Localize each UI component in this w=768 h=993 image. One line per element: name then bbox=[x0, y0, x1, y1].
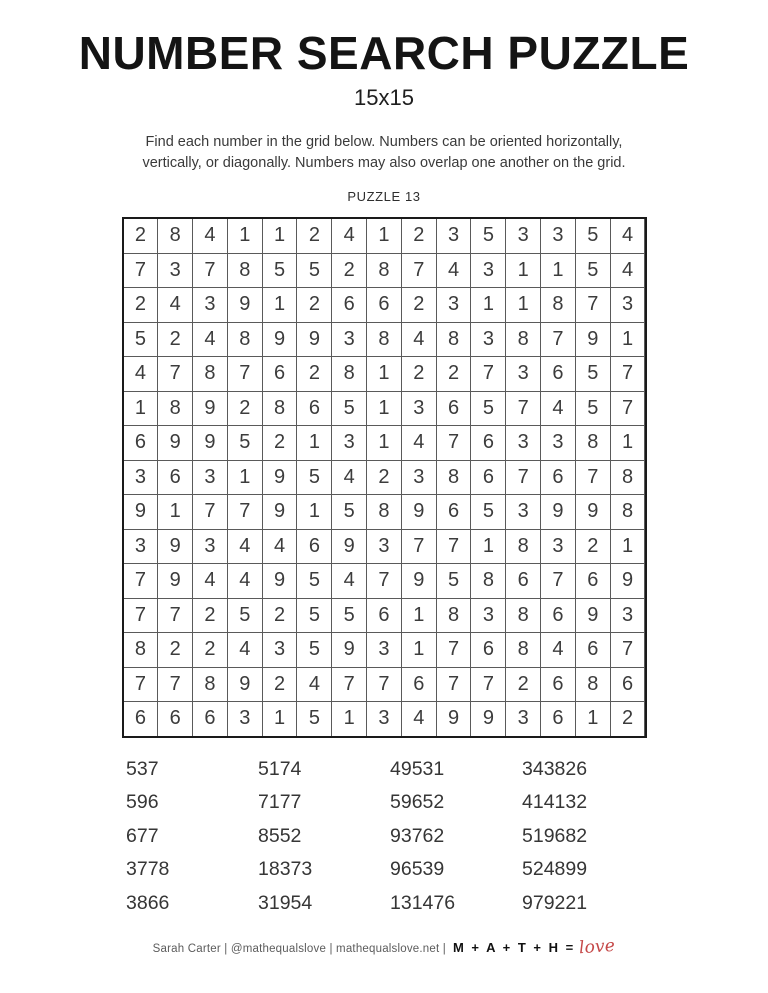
grid-cell: 5 bbox=[297, 599, 331, 633]
instructions bbox=[84, 132, 684, 174]
grid-cell: 6 bbox=[541, 357, 575, 391]
grid-cell: 6 bbox=[471, 461, 505, 495]
grid-cell: 3 bbox=[402, 392, 436, 426]
grid-cell: 1 bbox=[332, 702, 366, 736]
grid-cell: 6 bbox=[402, 668, 436, 702]
grid-cell: 9 bbox=[402, 564, 436, 598]
grid-cell: 9 bbox=[228, 668, 262, 702]
number-list-item: 979221 bbox=[522, 891, 588, 914]
grid-cell: 7 bbox=[611, 392, 645, 426]
grid-cell: 2 bbox=[124, 288, 158, 322]
grid-cell: 6 bbox=[193, 702, 227, 736]
grid-cell: 2 bbox=[158, 323, 192, 357]
grid-cell: 2 bbox=[506, 668, 540, 702]
grid-cell: 2 bbox=[193, 633, 227, 667]
grid-cell: 5 bbox=[297, 461, 331, 495]
grid-cell: 7 bbox=[437, 633, 471, 667]
grid-cell: 3 bbox=[367, 633, 401, 667]
grid-cell: 6 bbox=[541, 668, 575, 702]
grid-cell: 5 bbox=[576, 219, 610, 253]
grid-cell: 8 bbox=[506, 599, 540, 633]
grid-cell: 7 bbox=[506, 461, 540, 495]
grid-cell: 7 bbox=[193, 495, 227, 529]
grid-cell: 5 bbox=[297, 254, 331, 288]
grid-cell: 6 bbox=[158, 461, 192, 495]
grid-cell: 8 bbox=[611, 461, 645, 495]
grid-cell: 8 bbox=[193, 357, 227, 391]
grid-cell: 7 bbox=[124, 254, 158, 288]
grid-cell: 3 bbox=[506, 357, 540, 391]
grid-cell: 2 bbox=[297, 357, 331, 391]
number-list-item: 8552 bbox=[258, 824, 302, 847]
grid-cell: 1 bbox=[611, 323, 645, 357]
grid-cell: 5 bbox=[297, 564, 331, 598]
grid-cell: 8 bbox=[541, 288, 575, 322]
instructions-line1: Find each number in the grid below. Numbers can be oriented horizontally, bbox=[145, 134, 623, 150]
number-list-item: 96539 bbox=[390, 858, 445, 881]
grid-cell: 1 bbox=[471, 530, 505, 564]
grid-cell: 1 bbox=[506, 254, 540, 288]
grid-cell: 5 bbox=[471, 219, 505, 253]
grid-cell: 3 bbox=[367, 530, 401, 564]
grid-cell: 1 bbox=[506, 288, 540, 322]
grid-cell: 4 bbox=[193, 323, 227, 357]
grid-cell: 3 bbox=[437, 219, 471, 253]
grid-cell: 1 bbox=[367, 426, 401, 460]
grid-cell: 8 bbox=[332, 357, 366, 391]
grid-cell: 5 bbox=[297, 702, 331, 736]
number-list-item: 131476 bbox=[390, 891, 456, 914]
grid-cell: 1 bbox=[367, 392, 401, 426]
grid-cell: 9 bbox=[471, 702, 505, 736]
grid-cell: 3 bbox=[263, 633, 297, 667]
grid-cell: 2 bbox=[297, 288, 331, 322]
grid-cell: 3 bbox=[506, 702, 540, 736]
grid-cell: 1 bbox=[541, 254, 575, 288]
grid-cell: 6 bbox=[124, 702, 158, 736]
grid-cell: 7 bbox=[576, 461, 610, 495]
grid-cell: 2 bbox=[367, 461, 401, 495]
grid-cell: 8 bbox=[437, 323, 471, 357]
grid-cell: 2 bbox=[402, 288, 436, 322]
grid-cell: 3 bbox=[611, 288, 645, 322]
grid-cell: 9 bbox=[576, 495, 610, 529]
grid-cell: 1 bbox=[471, 288, 505, 322]
footer bbox=[0, 935, 768, 959]
grid-cell: 4 bbox=[297, 668, 331, 702]
grid-cell: 6 bbox=[541, 599, 575, 633]
number-list-item: 519682 bbox=[522, 824, 588, 847]
grid-cell: 4 bbox=[437, 254, 471, 288]
grid-cell: 5 bbox=[471, 495, 505, 529]
grid-cell: 6 bbox=[576, 564, 610, 598]
grid-cell: 8 bbox=[576, 426, 610, 460]
grid-cell: 9 bbox=[263, 323, 297, 357]
number-list-item: 343826 bbox=[522, 757, 588, 780]
page-title: NUMBER SEARCH PUZZLE bbox=[78, 27, 690, 79]
grid-cell: 7 bbox=[437, 530, 471, 564]
grid-cell: 6 bbox=[541, 702, 575, 736]
grid-cell: 9 bbox=[263, 461, 297, 495]
grid-cell: 9 bbox=[158, 426, 192, 460]
grid-cell: 3 bbox=[541, 426, 575, 460]
grid-cell: 7 bbox=[158, 599, 192, 633]
mathequalslove-logo bbox=[452, 935, 616, 959]
grid-cell: 4 bbox=[332, 219, 366, 253]
grid-cell: 7 bbox=[332, 668, 366, 702]
grid-cell: 9 bbox=[193, 392, 227, 426]
grid-cell: 7 bbox=[576, 288, 610, 322]
number-list-item: 49531 bbox=[390, 757, 445, 780]
number-list bbox=[120, 753, 648, 921]
grid-cell: 3 bbox=[332, 426, 366, 460]
grid-cell: 1 bbox=[367, 357, 401, 391]
grid-cell: 4 bbox=[228, 633, 262, 667]
grid-cell: 6 bbox=[367, 288, 401, 322]
grid-cell: 9 bbox=[576, 599, 610, 633]
grid-cell: 9 bbox=[193, 426, 227, 460]
grid-cell: 3 bbox=[506, 426, 540, 460]
grid-cell: 7 bbox=[402, 530, 436, 564]
grid-cell: 4 bbox=[332, 461, 366, 495]
grid-cell: 6 bbox=[263, 357, 297, 391]
grid-cell: 6 bbox=[297, 530, 331, 564]
grid-cell: 2 bbox=[332, 254, 366, 288]
grid-cell: 9 bbox=[263, 564, 297, 598]
grid-cell: 7 bbox=[158, 357, 192, 391]
instructions-line2: vertically, or diagonally. Numbers may also overlap one another on the grid. bbox=[142, 155, 626, 172]
grid-cell: 4 bbox=[193, 564, 227, 598]
grid-cell: 3 bbox=[402, 461, 436, 495]
grid-cell: 7 bbox=[402, 254, 436, 288]
grid-cell: 4 bbox=[541, 392, 575, 426]
grid-cell: 4 bbox=[611, 219, 645, 253]
grid-cell: 2 bbox=[402, 357, 436, 391]
number-list-item: 596 bbox=[126, 791, 159, 814]
grid-cell: 2 bbox=[124, 219, 158, 253]
grid-cell: 1 bbox=[228, 219, 262, 253]
grid-cell: 8 bbox=[263, 392, 297, 426]
grid-cell: 5 bbox=[228, 426, 262, 460]
grid-cell: 9 bbox=[541, 495, 575, 529]
grid-size-subtitle: 15x15 bbox=[354, 85, 414, 110]
grid-cell: 8 bbox=[471, 564, 505, 598]
grid-cell: 3 bbox=[193, 288, 227, 322]
grid-cell: 4 bbox=[402, 702, 436, 736]
grid-cell: 1 bbox=[402, 599, 436, 633]
grid-cell: 3 bbox=[611, 599, 645, 633]
grid-cell: 6 bbox=[437, 495, 471, 529]
number-list-item: 3866 bbox=[126, 891, 170, 914]
grid-cell: 6 bbox=[541, 461, 575, 495]
grid-cell: 3 bbox=[367, 702, 401, 736]
grid-cell: 7 bbox=[471, 357, 505, 391]
grid-cell: 9 bbox=[124, 495, 158, 529]
grid-cell: 7 bbox=[124, 564, 158, 598]
grid-cell: 6 bbox=[124, 426, 158, 460]
grid-cell: 6 bbox=[158, 702, 192, 736]
grid-cell: 4 bbox=[402, 323, 436, 357]
grid-cell: 1 bbox=[263, 288, 297, 322]
grid-cell: 7 bbox=[367, 668, 401, 702]
grid-cell: 2 bbox=[263, 599, 297, 633]
grid-cell: 7 bbox=[611, 357, 645, 391]
grid-cell: 1 bbox=[297, 495, 331, 529]
grid-cell: 5 bbox=[332, 392, 366, 426]
number-list-item: 93762 bbox=[390, 824, 445, 847]
grid-cell: 3 bbox=[193, 530, 227, 564]
grid-cell: 9 bbox=[402, 495, 436, 529]
number-list-column bbox=[120, 753, 252, 921]
grid-cell: 8 bbox=[367, 495, 401, 529]
grid-cell: 8 bbox=[158, 392, 192, 426]
grid-cell: 4 bbox=[402, 426, 436, 460]
grid-cell: 1 bbox=[263, 702, 297, 736]
grid-cell: 4 bbox=[228, 564, 262, 598]
grid-cell: 1 bbox=[124, 392, 158, 426]
grid-cell: 3 bbox=[193, 461, 227, 495]
number-list-column bbox=[516, 753, 648, 921]
grid-cell: 5 bbox=[332, 495, 366, 529]
logo-love-script: love bbox=[578, 935, 616, 959]
grid-cell: 6 bbox=[297, 392, 331, 426]
grid-cell: 5 bbox=[437, 564, 471, 598]
grid-cell: 5 bbox=[576, 357, 610, 391]
grid-cell: 7 bbox=[611, 633, 645, 667]
number-list-item: 5174 bbox=[258, 757, 302, 780]
grid-cell: 5 bbox=[576, 254, 610, 288]
grid-cell: 3 bbox=[124, 461, 158, 495]
grid-cell: 6 bbox=[471, 426, 505, 460]
grid-cell: 2 bbox=[297, 219, 331, 253]
logo-math-text: M + A + T + H = bbox=[452, 940, 576, 956]
grid-cell: 2 bbox=[193, 599, 227, 633]
grid-cell: 6 bbox=[471, 633, 505, 667]
grid-cell: 3 bbox=[506, 495, 540, 529]
grid-cell: 8 bbox=[506, 530, 540, 564]
grid-cell: 3 bbox=[506, 219, 540, 253]
footer-credit: Sarah Carter | @mathequalslove | mathequalslove.net | bbox=[152, 943, 446, 956]
number-list-item: 3778 bbox=[126, 858, 170, 881]
grid-cell: 9 bbox=[158, 564, 192, 598]
grid-cell: 4 bbox=[332, 564, 366, 598]
grid-cell: 2 bbox=[437, 357, 471, 391]
grid-cell: 1 bbox=[611, 530, 645, 564]
grid-cell: 4 bbox=[611, 254, 645, 288]
grid-cell: 7 bbox=[541, 323, 575, 357]
grid-cell: 4 bbox=[228, 530, 262, 564]
grid-cell: 5 bbox=[263, 254, 297, 288]
grid-cell: 5 bbox=[228, 599, 262, 633]
grid-cell: 8 bbox=[576, 668, 610, 702]
grid-cell: 8 bbox=[228, 254, 262, 288]
grid-cell: 2 bbox=[228, 392, 262, 426]
grid-cell: 2 bbox=[158, 633, 192, 667]
grid-cell: 3 bbox=[541, 530, 575, 564]
grid-cell: 2 bbox=[402, 219, 436, 253]
number-list-item: 59652 bbox=[390, 791, 445, 814]
grid-cell: 3 bbox=[471, 323, 505, 357]
grid-cell: 4 bbox=[193, 219, 227, 253]
grid-cell: 7 bbox=[124, 668, 158, 702]
grid-cell: 8 bbox=[367, 254, 401, 288]
number-list-item: 414132 bbox=[522, 791, 588, 814]
grid-cell: 8 bbox=[437, 599, 471, 633]
number-list-item: 677 bbox=[126, 824, 159, 847]
grid-cell: 8 bbox=[611, 495, 645, 529]
grid-cell: 9 bbox=[228, 288, 262, 322]
grid-cell: 6 bbox=[332, 288, 366, 322]
grid-cell: 5 bbox=[297, 633, 331, 667]
grid-cell: 9 bbox=[332, 633, 366, 667]
grid-cell: 6 bbox=[506, 564, 540, 598]
grid-cell: 8 bbox=[228, 323, 262, 357]
grid-cell: 7 bbox=[437, 668, 471, 702]
grid-cell: 9 bbox=[263, 495, 297, 529]
number-list-item: 537 bbox=[126, 757, 159, 780]
grid-cell: 4 bbox=[263, 530, 297, 564]
puzzle-number-label: PUZZLE 13 bbox=[347, 189, 421, 205]
grid-cell: 7 bbox=[193, 254, 227, 288]
grid-cell: 2 bbox=[263, 426, 297, 460]
grid-cell: 9 bbox=[158, 530, 192, 564]
grid-cell: 2 bbox=[576, 530, 610, 564]
grid-cell: 7 bbox=[541, 564, 575, 598]
grid-cell: 1 bbox=[297, 426, 331, 460]
grid-cell: 6 bbox=[576, 633, 610, 667]
grid-cell: 3 bbox=[124, 530, 158, 564]
grid-cell: 8 bbox=[506, 633, 540, 667]
number-list-item: 18373 bbox=[258, 858, 313, 881]
grid-cell: 9 bbox=[611, 564, 645, 598]
grid-cell: 4 bbox=[541, 633, 575, 667]
number-list-item: 524899 bbox=[522, 858, 588, 881]
grid-cell: 6 bbox=[611, 668, 645, 702]
grid-cell: 2 bbox=[611, 702, 645, 736]
grid-cell: 1 bbox=[263, 219, 297, 253]
grid-cell: 1 bbox=[367, 219, 401, 253]
grid-cell: 7 bbox=[367, 564, 401, 598]
grid-cell: 7 bbox=[228, 495, 262, 529]
grid-cell: 6 bbox=[437, 392, 471, 426]
grid-cell: 5 bbox=[124, 323, 158, 357]
grid-cell: 4 bbox=[124, 357, 158, 391]
grid-cell: 2 bbox=[263, 668, 297, 702]
grid-cell: 3 bbox=[541, 219, 575, 253]
grid-cell: 8 bbox=[367, 323, 401, 357]
grid-cell: 7 bbox=[124, 599, 158, 633]
grid-cell: 3 bbox=[471, 254, 505, 288]
grid-cell: 9 bbox=[576, 323, 610, 357]
grid-cell: 1 bbox=[402, 633, 436, 667]
grid-cell: 7 bbox=[437, 426, 471, 460]
number-list-column bbox=[384, 753, 516, 921]
grid-cell: 4 bbox=[158, 288, 192, 322]
grid-cell: 5 bbox=[332, 599, 366, 633]
grid-cell: 1 bbox=[228, 461, 262, 495]
grid-cell: 9 bbox=[437, 702, 471, 736]
number-grid bbox=[122, 217, 647, 738]
grid-cell: 7 bbox=[228, 357, 262, 391]
grid-cell: 1 bbox=[611, 426, 645, 460]
grid-cell: 3 bbox=[437, 288, 471, 322]
grid-cell: 1 bbox=[158, 495, 192, 529]
grid-cell: 8 bbox=[506, 323, 540, 357]
grid-cell: 7 bbox=[158, 668, 192, 702]
grid-cell: 6 bbox=[367, 599, 401, 633]
number-list-item: 31954 bbox=[258, 891, 313, 914]
grid-cell: 8 bbox=[124, 633, 158, 667]
grid-cell: 5 bbox=[471, 392, 505, 426]
grid-cell: 9 bbox=[332, 530, 366, 564]
grid-cell: 9 bbox=[297, 323, 331, 357]
number-list-column bbox=[252, 753, 384, 921]
grid-cell: 8 bbox=[193, 668, 227, 702]
grid-cell: 3 bbox=[158, 254, 192, 288]
grid-cell: 1 bbox=[576, 702, 610, 736]
number-list-item: 7177 bbox=[258, 791, 302, 814]
grid-cell: 5 bbox=[576, 392, 610, 426]
grid-cell: 7 bbox=[506, 392, 540, 426]
grid-cell: 8 bbox=[437, 461, 471, 495]
grid-cell: 8 bbox=[158, 219, 192, 253]
grid-cell: 3 bbox=[228, 702, 262, 736]
grid-cell: 3 bbox=[471, 599, 505, 633]
grid-cell: 3 bbox=[332, 323, 366, 357]
grid-cell: 7 bbox=[471, 668, 505, 702]
